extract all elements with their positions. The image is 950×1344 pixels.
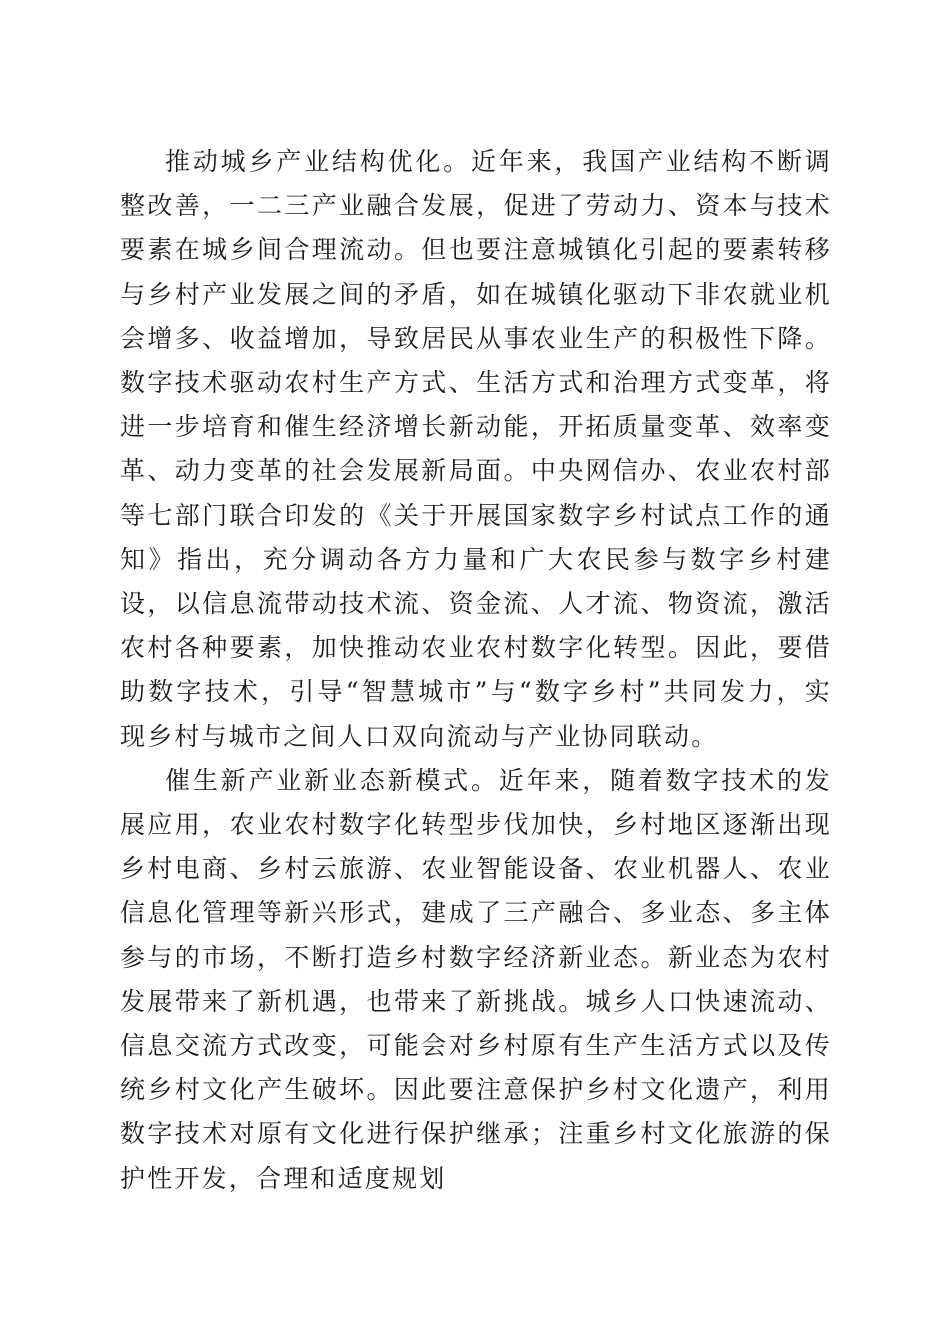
paragraph-urban-rural-industry: 推动城乡产业结构优化。近年来，我国产业结构不断调整改善，一二三产业融合发展，促进了劳动力、资本与技术要素在城乡间合理流动。但也要注意城镇化引起的要素转移与乡村产业发展之间的矛盾，如在城镇化驱动下非农就业机会增多、收益增加，导致居民从事农业生产的积极性下降。数字技术驱动农村生产方式、生活方式和治理方式变革，将进一步培育和催生经济增长新动能，开拓质量变革、效率变革、动力变革的社会发展新局面。中央网信办、农业农村部等七部门联合印发的《关于开展国家数字乡村试点工作的通知》指出，充分调动各方力量和广大农民参与数字乡村建设，以信息流带动技术流、资金流、人才流、物资流，激活农村各种要素，加快推动农业农村数字化转型。因此，要借助数字技术，引导“智慧城市”与“数字乡村”共同发力，实现乡村与城市之间人口双向流动与产业协同联动。 — [120, 147, 832, 751]
document-body — [120, 140, 832, 1201]
paragraph-new-industries: 催生新产业新业态新模式。近年来，随着数字技术的发展应用，农业农村数字化转型步伐加快，乡村地区逐渐出现乡村电商、乡村云旅游、农业智能设备、农业机器人、农业信息化管理等新兴形式，建成了三产融合、多业态、多主体参与的市场，不断打造乡村数字经济新业态。新业态为农村发展带来了新机遇，也带来了新挑战。城乡人口快速流动、信息交流方式改变，可能会对乡村原有生产生活方式以及传统乡村文化产生破坏。因此要注意保护乡村文化遗产，利用数字技术对原有文化进行保护继承；注重乡村文化旅游的保护性开发，合理和适度规划 — [120, 765, 832, 1193]
